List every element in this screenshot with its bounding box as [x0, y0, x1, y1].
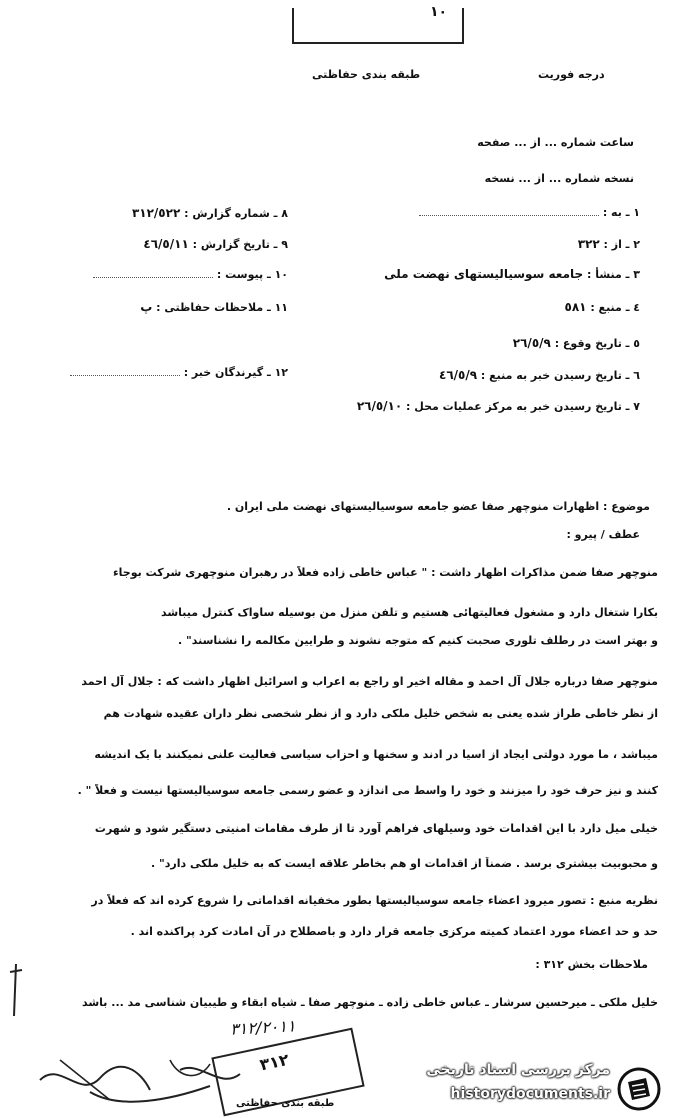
field-from: ٢ ـ از : ٣٢٢: [577, 237, 640, 251]
body-line: بکارا شتغال دارد و مشغول فعالیتهائی هستیم و تلفن منزل من بوسیله ساواک کنترل میباشد: [160, 606, 658, 619]
field-source-received-date: ٦ ـ تاریخ رسیدن خبر به منبع : ٤٦/٥/٩: [439, 368, 640, 382]
field-center-received-date: ٧ ـ تاریخ رسیدن خبر به مرکز عملیات محل : ٢٦/٥/١٠: [356, 399, 640, 413]
watermark: [402, 1060, 662, 1112]
notes-heading: ملاحظات بخش ٣١٢ :: [535, 958, 648, 971]
field-origin: ٣ ـ منشأ : جامعه سوسیالیستهای نهضت ملی: [384, 267, 640, 281]
body-line: منوچهر صفا ضمن مذاکرات اظهار داشت : " عباس خاطی زاده فعلاً در رهبران منوچهری شرکت بوجاء: [113, 566, 658, 579]
body-line: نظریه منبع : تصور میرود اعضاء جامعه سوسیالیستها بطور مخفیانه اقداماتی را شروع کرده اند که فعلاً در: [91, 894, 658, 907]
left-margin-mark: [4, 960, 28, 1020]
notes-line: خلیل ملکی ـ میرحسین سرشار ـ عباس خاطی زاده ـ منوچهر صفا ـ شیاه ابقاء و طیبیان شناسی مد ... باشد: [82, 996, 658, 1009]
field-attachment: ١٠ ـ پیوست :: [48, 268, 288, 281]
body-line: میباشد ، ما مورد دولتی ایجاد از اسیا در ادند و سخنها و احزاب سیاسی فعالیت علنی نمیکنند با یک اندیشه: [94, 748, 658, 761]
field-to: ١ ـ به :: [380, 206, 640, 219]
body-line: از نظر خاطی طراز شده یعنی به شخص خلیل ملکی دارد و از نظر شخصی نظر داران عقیده شهادت هم: [103, 707, 658, 720]
field-occurrence-date: ٥ ـ تاریخ وقوع : ٢٦/٥/٩: [512, 336, 640, 350]
priority-label: درجه فوریت: [538, 68, 605, 81]
body-line: و بهتر است در رطلف تلوری صحبت کنیم که متوجه نشوند و طرایین مکالمه را نشناسند" .: [178, 634, 658, 647]
watermark-url: historydocuments.ir: [450, 1086, 610, 1102]
subject-line: موضوع : اظهارات منوچهر صفا عضو جامعه سوسیالیستهای نهضت ملی ایران .: [226, 500, 650, 513]
watermark-title: مرکز بررسی اسناد تاریخی: [426, 1062, 610, 1078]
body-line: حد و حد اعضاء مورد اعتماد کمیته مرکزی جامعه قرار دارد و باصطلاح در آن امادت کرد پراکنده اند .: [130, 925, 658, 938]
handwritten-number: ٣١٢/٢٠١١: [229, 1016, 296, 1039]
bottom-stamp-number: ٣١٢: [257, 1049, 291, 1075]
classification-label: طبقه بندی حفاظتی: [312, 68, 421, 81]
body-line: کنند و نیز حرف خود را میزنند و خود را واسط می اندازد و عضو رسمی جامعه سوسیالیستها نیست و فعلاً " .: [77, 784, 658, 797]
reference-line: عطف / پیرو :: [566, 528, 640, 541]
body-line: منوچهر صفا درباره جلال آل احمد و مقاله اخیر او راجع به اعراب و اسرائیل اظهار داشت که : جلال آل احمد: [81, 675, 658, 688]
watermark-logo-icon: [616, 1066, 662, 1112]
field-security-notes: ١١ ـ ملاحظات حفاظتی : پ: [140, 300, 288, 314]
field-source: ٤ ـ منبع : ٥٨١: [564, 300, 640, 314]
field-recipients: ١٢ ـ گیرندگان خبر :: [48, 366, 288, 379]
body-line: و محبوبیت بیشتری برسد . ضمناً از اقدامات او هم بخاطر علاقه ایست که به خلیل ملکی دارد" .: [151, 857, 658, 870]
body-line: خیلی میل دارد با این اقدامات خود وسیلهای فراهم آورد تا از طرف مقامات امنیتی دستگیر شود و شهرت: [94, 822, 658, 835]
page-count-line: ساعت شماره ... از ... صفحه: [477, 136, 634, 149]
bottom-classification-label: طبقه بندی حفاظتی: [236, 1098, 335, 1109]
copy-count-line: نسخه شماره ... از ... نسخه: [484, 172, 634, 185]
top-stamp-number: ١٠: [430, 4, 448, 20]
field-report-number: ٨ ـ شماره گزارش : ٣١٢/٥٢٢: [131, 206, 288, 220]
signature-scribble: [30, 1040, 260, 1110]
field-report-date: ٩ ـ تاریخ گزارش : ٤٦/٥/١١: [143, 237, 288, 251]
